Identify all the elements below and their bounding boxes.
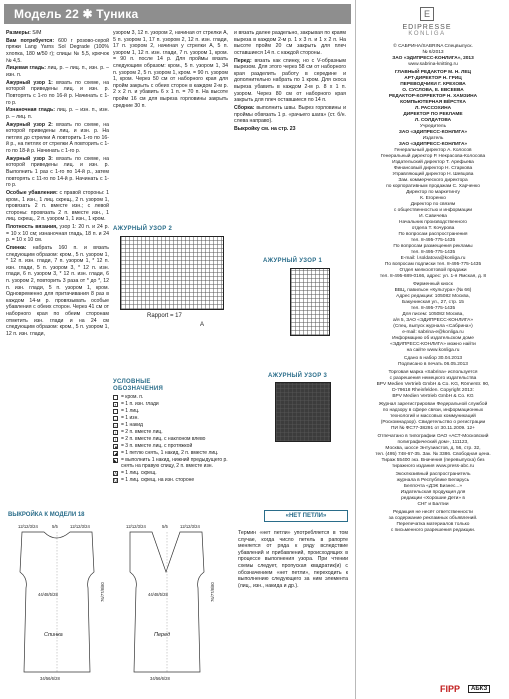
paragraph-text: вязать по схеме, на которой приведены лиц. и изн. р. Повторять с 1-го по 16-й р. Начинать с 1-го р. <box>6 79 109 106</box>
imprint-line: Зам. коммерческого директора <box>398 178 468 183</box>
pattern-3-grid <box>276 383 330 441</box>
imprint-line: И. Савичева <box>419 214 447 219</box>
legend-symbol-icon: ◢ <box>114 450 118 456</box>
imprint-line: Финансовый директор Н. Старкова <box>393 166 473 171</box>
imprint-line: РЕДАКТОР-КОРРЕКТОР Н. ХАМЗИНА <box>388 94 478 99</box>
pattern-1-grid <box>291 269 329 335</box>
imprint-line: Издательский директор Т. Арефьева <box>392 160 474 165</box>
imprint-line: Сдано в набор 30.04.2013 <box>403 356 463 361</box>
imprint-line: с общественностью и информации <box>393 208 473 213</box>
paragraph <box>234 105 346 125</box>
logo-line-2: KONLIGA <box>408 31 446 37</box>
imprint-line: BPV Medien Vertrieb GmbH & Co. KG <box>392 394 474 399</box>
imprint-line: Л. РАССОХИНА <box>414 106 452 111</box>
legend-item <box>113 470 231 476</box>
instructions-column-2 <box>113 30 228 110</box>
legend-text: = 1 лиц. скрещ. <box>121 470 157 477</box>
paragraph-heading: Вам потребуется: <box>6 37 55 44</box>
pattern-2-chart <box>120 236 224 310</box>
paragraph <box>6 156 109 189</box>
imprint-line: с разрешения немецкого издательства <box>389 376 477 381</box>
imprint-line: Директор по связям <box>410 202 456 207</box>
imprint-line: Отдел мелкооптовой продажи <box>399 268 467 273</box>
arrow-a-label: A <box>200 322 205 328</box>
paragraph-heading: Выкройку см. на стр. 23 <box>234 125 296 132</box>
column-separator <box>355 0 356 699</box>
imprint-line: тел. 8-495-775-1435 <box>410 238 456 243</box>
imprint-line: (Спец. выпуск журнала «Сабрина») <box>393 324 473 329</box>
legend-item <box>113 415 231 421</box>
imprint-line: К. Егоренко <box>420 196 446 201</box>
imprint-line: © САБРИНА/SABRINA Спецвыпуск. <box>393 44 473 49</box>
imprint-line: ВВЦ, павильон «Культура» (№ 66) <box>394 288 472 293</box>
imprint-line: журнала в Республике Беларусь <box>396 478 470 483</box>
paragraph-heading: Ажурный узор 2: <box>6 121 53 128</box>
paragraph <box>6 190 109 223</box>
legend-text: = кром. п. <box>121 394 144 400</box>
legend-symbol-icon: ○ <box>114 422 117 428</box>
front-top-left-num: 12/12/3/24 <box>126 524 146 529</box>
paragraph <box>234 58 346 104</box>
imprint-line: (Роскомнадзор). Свидетельство о регистрации <box>380 420 486 425</box>
front-height-num: 76/77/8/80 <box>210 582 215 602</box>
back-top-mid-num: 5/5 <box>52 524 58 529</box>
legend <box>113 394 231 484</box>
imprint-line: Редакция не несёт ответственности <box>393 510 473 515</box>
paragraph <box>6 245 109 337</box>
legend-symbol-icon <box>113 395 118 400</box>
imprint-line: тиражного издания www.press-abc.ru <box>391 464 474 469</box>
imprint-line: По вопросам размещения рекламы <box>393 244 473 249</box>
front-side-num: 44/48/5/28 <box>148 592 168 597</box>
paragraph-heading: Размеры: <box>6 30 31 36</box>
imprint-line: Отпечатано в типографии ОАО «АСТ-Московский <box>377 434 489 439</box>
legend-symbol-icon: ⋁ <box>114 478 118 483</box>
legend-symbol-icon: / <box>114 429 117 435</box>
paragraph-text: 600 г розово-серой пряжи Lang Yarns Sol Degrade (100% хлопка, 180 м/50 г); спицы № 5,5, крючок № 4,5. <box>6 37 109 64</box>
paragraph-text: набрать 160 п. и вязать следующим образом: кром., 5 п. узором 1, * 12 п. изн. глади, 7 п. узором 1, * 12 п. изн. глади, 5 п. узором 3, * 12 п. изн. глади, 6 п. узором 3, * 12 п. изн. глади, 6 п. узором 2, повторить 3 раза от * до *, 12 п. изн. глади, 5 п. узором 1, кром. Одновременно для притачивания 8 раз в каждом 14-м р. провязывать особые убавления с обеих сторон. Через 41 см от наборного края по обеим сторонам отметить изн. глади и на 24 см следующим образом: кром., 5 п. узором 1, 12 п. изн. глади, <box>6 245 109 337</box>
legend-text: = 1 п. изн. глади <box>121 401 159 407</box>
paragraph-text: вязать как спинку, но с V-образным вырезом. Для этого через 58 см от наборного края разделить работу в середине и дополнительно набрать по 1 кром. Для скоса выреза убавить в каждом 2-м р. 8 х 1 п. узором. Через 80 см от наборного края закрыть для плеч оставшиеся по 14 п. <box>234 57 346 104</box>
imprint-line: тел. 8-495-775-1435 <box>410 306 456 311</box>
imprint-line: Фирменный киоск <box>413 282 453 287</box>
imprint-line: Управляющий директор Н. Шевцова <box>392 172 474 177</box>
imprint-line: ЗАО «ЭДИПРЕСС-КОНЛИГА» <box>398 142 468 147</box>
legend-text: = 1 лиц. скрещ. на изн. стороне <box>121 477 195 484</box>
pattern-3-title: АЖУРНЫЙ УЗОР 3 <box>268 373 328 379</box>
imprint-line: ЗАО «ЭДИПРЕСС-КОНЛИГА» <box>398 130 468 135</box>
imprint-line: E-mail: l.soldatova@konliga.ru <box>400 256 466 261</box>
instructions-column-3 <box>234 30 346 134</box>
legend-text: = выполнить 1 накид, нижний предыдущего р. снять на правую спицу, 2 п. вместе изн. <box>121 457 228 470</box>
paragraph-text: и вязать далее раздельно, закрывая по краям выреза в каждом 2-м р. 1 х 3 п. и 1 х 2 п. На высоте пройм 20 см закрыть для плеч оставшиеся 14 п. с каждой стороны. <box>234 30 346 56</box>
imprint-line: Журнал зарегистрирован Федеральной службой <box>378 402 488 407</box>
imprint-line: ГЛАВНЫЙ РЕДАКТОР М. Н. ЛЕЦ <box>394 70 472 75</box>
imprint-line: а/я 5, ЗАО «ЭДИПРЕСС-КОНЛИГА» <box>392 318 474 323</box>
pieces-title: ВЫКРОЙКА К МОДЕЛИ 18 <box>8 512 85 518</box>
publisher-logo <box>392 4 462 42</box>
paragraph-text: выполнить швы. Вырез горловины и проймы обвязать 1 р. «рачьего шага» (ст. б/н. слева направо). <box>234 104 346 125</box>
imprint-line: редакции «Хорошие Дети» в <box>401 496 465 501</box>
legend-item <box>113 429 231 435</box>
imprint-line: Эксклюзивный распространитель <box>395 472 471 477</box>
pattern-1-chart <box>290 268 330 336</box>
imprint-line: полиграфический дом», 111123, <box>397 440 469 445</box>
imprint-line: BPV Medien Vertrieb GmbH & Co. KG, Römerstr. 90, <box>376 382 490 387</box>
back-top-left-num: 12/12/3/24 <box>18 524 38 529</box>
paragraph <box>113 30 228 109</box>
legend-item <box>113 408 231 414</box>
front-label: Перед <box>154 632 171 638</box>
legend-text: = 2 п. вместе лиц. <box>121 429 163 435</box>
imprint-line: www.sabrina-knitting.ru <box>408 62 458 67</box>
paragraph-heading: Изнаночная гладь: <box>6 107 55 114</box>
pattern-pieces <box>4 512 230 690</box>
paragraph <box>6 122 109 155</box>
imprint-line: Белпочта «ДЭК Бизнеc...» <box>403 484 463 489</box>
imprint-line: e-mail: sabrina-e@konliga.ru <box>402 330 464 335</box>
imprint-line: технологий и массовых коммуникаций <box>390 414 476 419</box>
back-label: Спинка <box>44 632 63 638</box>
legend-item <box>113 457 231 470</box>
paragraph <box>234 30 346 56</box>
pieces-drawing <box>4 512 230 690</box>
pattern-3-chart <box>275 382 331 442</box>
paragraph-heading: Сборка: <box>234 104 255 111</box>
paragraph-heading: Плотность вязания, <box>6 224 58 231</box>
back-bottom-num: 34/56/6/28 <box>40 676 60 681</box>
paragraph-text: узор 1: 20 п. и 24 р. = 10 х 10 см; изнаночная гладь, 18 п. и 24 р. = 10 х 10 см. <box>6 224 109 244</box>
imprint-line: Директор по маркетингу <box>406 190 460 195</box>
paragraph-heading: Лицевая гладь: <box>6 65 46 72</box>
pattern-2-grid <box>121 237 223 309</box>
legend-symbol-icon: ⋀ <box>114 471 118 476</box>
paragraph <box>6 38 109 64</box>
imprint-line: на сайте www.konliga.ru <box>406 348 460 353</box>
legend-text: = 2 п. вместе лиц. с наклоном влево <box>121 436 206 442</box>
imprint-line: АРТ-ДИРЕКТОР Н. ГРИЦ <box>404 76 462 81</box>
header-bar <box>4 4 351 24</box>
paragraph <box>6 30 109 37</box>
imprint-line: Издательская продукция для <box>400 490 466 495</box>
paragraph-text: вязать по схеме, на которой приведены лиц. и изн. р. На петлях до стрелки А повторить 1-го по 16-й р., на петлях от стрелки А повторить с 1-го по 18-й р. Начинать с 1-го р. <box>6 121 109 155</box>
imprint-line: «ЭДИПРЕСС-КОНЛИГА» можно найти <box>390 342 476 347</box>
paragraph-heading: Ажурный узор 1: <box>6 79 53 86</box>
imprint-line: ПЕРЕВОДЧИКИ Г. КРЕХОВА <box>400 82 466 87</box>
imprint-line: Информацию об издательском доме <box>392 336 474 341</box>
imprint-line: за содержание рекламных объявлений. <box>388 516 478 521</box>
legend-item <box>113 401 231 407</box>
imprint-line: Москва, шоссе Энтузиастов, д. 56, стр. 32, <box>385 446 481 451</box>
imprint-line: Тираж 55400 экз. Вначения (перевыпуска) без <box>381 458 485 463</box>
imprint-line: ДИРЕКТОР ПО РЕКЛАМЕ <box>403 112 463 117</box>
legend-item <box>113 394 231 400</box>
paragraph-text: S/M <box>30 30 42 36</box>
legend-text: = 1 лиц. <box>121 408 140 414</box>
legend-symbol-icon: ◣ <box>114 457 118 463</box>
paragraph <box>234 126 346 133</box>
back-side-num: 44/48/5/28 <box>38 592 58 597</box>
legend-text: = 1 изн. <box>121 415 139 421</box>
imprint-line: отдела Т. Кочурова <box>411 226 455 231</box>
imprint-line: тел. 8-495-775-1435 <box>410 250 456 255</box>
imprint-line: D-79618 Rheinfelden. Copyright 2013: <box>392 388 474 393</box>
noloop-text: Термин «нет петли» употребляется в том случае, когда число петель в рапорте меняется от ряда к ряду вследствие убавлений и прибавлений, происходящих в процессе выполнения узора. При чтении схемы следует, пропуская квадратик(и) с обозначением «нет петли», переходить к выполнению следующего за ним элемента (лиц., изн., накида и др.). <box>238 530 348 589</box>
legend-text: = 3 п. вместе лиц. с протяжкой <box>121 443 193 449</box>
paragraph <box>6 80 109 106</box>
imprint-line: Для писем: 105082 Москва, <box>402 312 464 317</box>
legend-item <box>113 443 231 449</box>
paragraph-text: лиц. р. – изн. п., изн. р. – лиц. п. <box>6 107 109 120</box>
fipp-logo: FIPP <box>440 684 461 694</box>
imprint-line: Бакунинская ул., 27, стр. 15 <box>402 300 464 305</box>
imprint-line: Л. СОЛДАТОВА <box>414 118 452 123</box>
imprint-line: Издатель <box>422 136 444 141</box>
page-title: Модель 22 ✱ Туника <box>14 7 139 21</box>
imprint-line: по корпоративным продажам С. Харченко <box>386 184 480 189</box>
paragraph-text: лиц. р. – лиц. п., изн. р. – изн. п. <box>6 65 109 78</box>
legend-symbol-icon: \ <box>114 436 117 442</box>
legend-symbol-icon: – <box>114 415 117 421</box>
paragraph-heading: Ажурный узор 3: <box>6 155 53 162</box>
imprint-line: По вопросам подписки тел. 8-495-775-1435 <box>384 262 482 267</box>
imprint-column <box>360 44 506 534</box>
front-bottom-num: 34/56/6/28 <box>150 676 170 681</box>
imprint-line: Торговая марка «Sabrina» используется <box>388 370 478 375</box>
paragraph-text: с правой стороны: 1 кром., 1 изн., 1 лиц. скрещ., 2 п. узором 1, провязать 2 п. вместе изн.; с левой стороны: провязать 2 п. вместе изн., 1 лиц. скрещ., 2 п. узором 1, 1 изн., 1 кром. <box>6 189 109 223</box>
imprint-line: ПИ № ФС77-38291 от 30.11.2009. 12+ <box>391 426 475 431</box>
legend-text: = 1 накид <box>121 422 143 428</box>
imprint-line: Адрес редакции: 105082 Москва, <box>396 294 470 299</box>
publisher-logo-icon: E <box>420 7 434 21</box>
imprint-line: Начальник производственного <box>399 220 467 225</box>
paragraph-heading: Перед: <box>234 57 252 64</box>
imprint-line: по надзору в сфере связи, информационных <box>382 408 484 413</box>
imprint-line: тел. 8-495-689-0166, адрес: ул. 1-я Ямская, д. 8 <box>379 274 487 279</box>
legend-text: = 1 петлю снять, 1 накид, 2 п. вместе лиц. <box>121 450 219 456</box>
back-height-num: 76/77/8/80 <box>100 582 105 602</box>
legend-symbol-icon: ▲ <box>114 443 118 449</box>
legend-item <box>113 450 231 456</box>
paragraph-text: вязать по схеме, на которой приведены лиц. и изн. р. Выполнить 1 раз с 1-го по 14-й р., затем повторять с 11-го по 14-й р. Начинать с 1-го р. <box>6 155 109 189</box>
rapport-label: Rapport = 17 <box>147 313 182 319</box>
legend-item <box>113 422 231 428</box>
imprint-line: По вопросам распространения <box>398 232 468 237</box>
legend-symbol-icon <box>113 409 118 414</box>
paragraph-heading: Особые убавления: <box>6 189 58 196</box>
imprint-line: КОМПЬЮТЕРНАЯ ВЁРСТКА <box>400 100 466 105</box>
imprint-line: Перепечатка материалов только <box>396 522 470 527</box>
imprint-line: Подписано в печать 06.05.2013 <box>398 362 468 367</box>
abkz-logo: АБКЗ <box>468 685 490 693</box>
pattern-1-title: АЖУРНЫЙ УЗОР 1 <box>263 258 323 264</box>
legend-symbol-icon: ▪ <box>114 401 117 407</box>
imprint-line: тел. (495) 748-67-35. Зак. № 3386. Свободная цена. <box>375 452 491 457</box>
imprint-line: с письменного разрешения редакции. <box>390 528 476 533</box>
imprint-line: О. СУСЛОВА, Е. ЕВСЕЕВА <box>402 88 464 93</box>
legend-title: УСЛОВНЫЕ ОБОЗНАЧЕНИЯ <box>113 379 164 392</box>
imprint-line: Генеральный директор А. Колосов <box>394 148 472 153</box>
paragraph-text: узором 3, 12 п. узором 2, начиная от стрелки А, 5 п. узором 1, 17 п. узором 2, 12 п. изн. глади, 17 п. узором 2, начиная у стрелки А, 5 п. узором 1, 12 п. изн. глади, 7 п. узором 1, кром. = 90 п. после 14 р. Для проймы вязать следующим образом: кром., 5 п. узором 1, 34 п. узором 2, 5 п. узором 1, кром. = 90 п. узором 1, кром. Через 50 см от наборного края для пройм закрыть с обеих сторон в каждом 2-м р. 2 х 2 п. и убавить 6 х 1 п. = 70 п. На высоте пройм 16 см для выреза горловины закрыть средние 30 п. <box>113 30 228 109</box>
paragraph <box>6 107 109 120</box>
imprint-line: № 6/2013 <box>422 50 444 55</box>
legend-item <box>113 436 231 442</box>
front-top-right-num: 12/12/3/24 <box>180 524 200 529</box>
paragraph <box>6 65 109 78</box>
logo-line-1: EDIPRESSE <box>402 24 452 31</box>
imprint-line: Генеральный директор Р. Некрасова-Колосова <box>380 154 486 159</box>
paragraph-heading: Спинка: <box>6 245 27 252</box>
imprint-line: СНГ и Балтии <box>417 502 449 507</box>
instructions-column-1 <box>6 30 109 339</box>
imprint-line: ЗАО «ЭДИПРЕСС-КОНЛИГА», 2013 <box>392 56 474 61</box>
legend-item <box>113 477 231 483</box>
front-top-mid-num: 5/5 <box>162 524 168 529</box>
back-top-right-num: 12/12/3/24 <box>70 524 90 529</box>
pattern-2-title: АЖУРНЫЙ УЗОР 2 <box>113 226 173 232</box>
paragraph <box>6 224 109 244</box>
imprint-line: Учредитель <box>419 124 447 129</box>
noloop-title: «НЕТ ПЕТЛИ» <box>264 510 348 522</box>
